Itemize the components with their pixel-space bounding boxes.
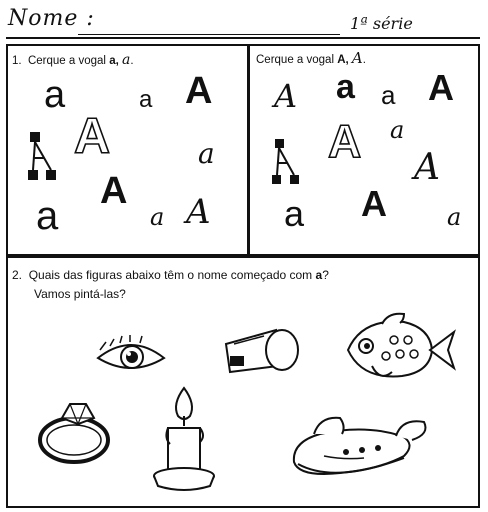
exercise-1-text: Cerque a vogal bbox=[27, 55, 106, 67]
letter-a[interactable]: a bbox=[381, 80, 396, 110]
grade-label: 1ª série bbox=[350, 14, 413, 33]
letter-a[interactable]: a bbox=[44, 74, 66, 116]
exercise-1b-letters: A, bbox=[337, 54, 349, 66]
letter-a[interactable]: a bbox=[139, 86, 153, 113]
whistle-icon[interactable] bbox=[216, 322, 306, 377]
exercise-1-end: . bbox=[130, 55, 134, 67]
block-letter-A[interactable] bbox=[270, 137, 300, 197]
exercise-2-instruction bbox=[12, 268, 329, 283]
exercise-1b-text: Cerque a vogal bbox=[256, 54, 334, 66]
letter-A[interactable]: A bbox=[100, 170, 128, 212]
candle-icon[interactable] bbox=[144, 386, 224, 496]
script-letter-a[interactable]: a bbox=[447, 203, 462, 231]
letter-a[interactable]: a bbox=[284, 193, 305, 234]
block-letter-A[interactable] bbox=[26, 128, 56, 198]
eye-icon[interactable] bbox=[96, 338, 166, 378]
name-line[interactable] bbox=[78, 34, 340, 35]
exercise-1-letters: a, bbox=[109, 55, 119, 67]
letter-A[interactable]: A bbox=[428, 67, 454, 108]
exercise-2-text: Quais das figuras abaixo têm o nome começado com bbox=[28, 268, 313, 282]
script-letter-a[interactable]: a bbox=[390, 116, 405, 144]
airplane-icon[interactable] bbox=[284, 412, 434, 492]
exercise-1-script-letter: a bbox=[121, 52, 131, 68]
exercise-1-number: 1. bbox=[12, 55, 22, 67]
ring-icon[interactable] bbox=[34, 398, 114, 468]
name-label: Nome : bbox=[8, 6, 95, 31]
exercise-1b-script-letter: A bbox=[351, 49, 363, 67]
letter-A[interactable]: A bbox=[361, 183, 387, 224]
letter-a[interactable]: a bbox=[336, 68, 355, 106]
letter-A[interactable]: A bbox=[185, 70, 213, 112]
exercise-1-instruction bbox=[12, 53, 134, 69]
letter-a[interactable]: a bbox=[36, 194, 59, 238]
exercise-2-letter: a bbox=[315, 268, 323, 282]
script-letter-A[interactable]: A bbox=[274, 77, 298, 115]
outline-letter-A[interactable]: A bbox=[328, 115, 362, 167]
exercise-2-end: ? bbox=[322, 268, 329, 282]
outline-letter-A[interactable]: A bbox=[74, 108, 111, 164]
script-letter-a[interactable]: a bbox=[150, 203, 165, 231]
script-letter-a[interactable]: a bbox=[198, 137, 215, 170]
script-letter-A[interactable]: A bbox=[414, 147, 440, 188]
exercise-2-line2: Vamos pintá-las? bbox=[34, 287, 126, 301]
fish-icon[interactable] bbox=[342, 310, 457, 390]
exercise-1b-end: . bbox=[362, 54, 366, 66]
script-letter-A[interactable]: A bbox=[186, 192, 211, 232]
header-line bbox=[6, 37, 480, 39]
exercise-1b-instruction bbox=[256, 51, 366, 68]
exercise-2-number: 2. bbox=[12, 268, 23, 282]
